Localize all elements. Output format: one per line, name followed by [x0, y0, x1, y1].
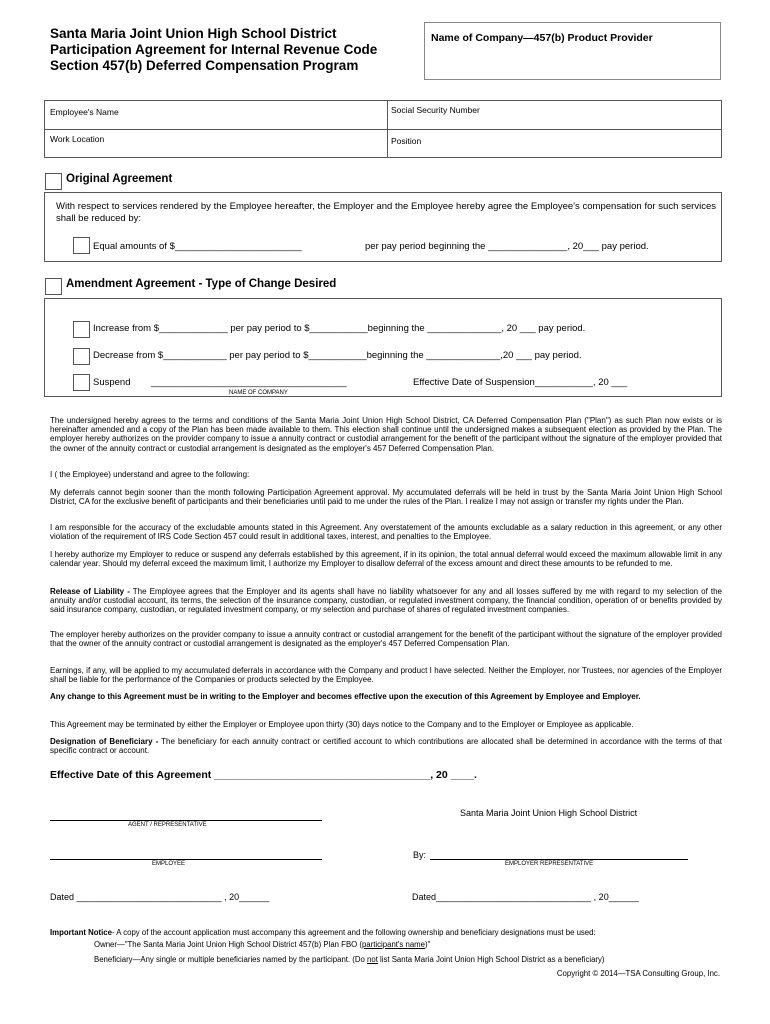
suspend-checkbox[interactable] — [73, 374, 90, 391]
work-location-field[interactable] — [50, 134, 104, 144]
form-title — [50, 26, 420, 74]
amendment-agreement-title: Amendment Agreement - Type of Change Desired — [66, 278, 337, 290]
terms-paragraph-2: I ( the Employee) understand and agree to the following: — [50, 470, 250, 479]
original-agreement-title: Original Agreement — [66, 173, 173, 185]
decrease-text: Decrease from $____________ per pay period to $___________beginning the ______________,20 ___ pay period. — [93, 350, 582, 361]
owner-prefix: Owner—"The Santa Maria Joint Union High School District 457(b) Plan FBO ( — [94, 940, 362, 949]
dated-right-field[interactable]: Dated_______________________________ , 20______ — [412, 892, 639, 902]
increase-checkbox[interactable] — [73, 321, 90, 338]
employee-caption: EMPLOYEE — [152, 861, 186, 867]
employer-rep-caption: EMPLOYER REPRESENTATIVE — [505, 861, 594, 867]
ben-not: not — [367, 955, 378, 964]
terms-paragraph-9: Any change to this Agreement must be in writing to the Employer and becomes effective upon the execution of this Agreement by Employee and Employer. — [50, 692, 641, 701]
important-notice-heading: Important Notice — [50, 928, 112, 937]
title-line-1: Santa Maria Joint Union High School District — [50, 26, 337, 41]
agent-caption: AGENT / REPRESENTATIVE — [128, 822, 207, 828]
important-notice-text: - A copy of the account application must accompany this agreement and the following ownership and beneficiary designations must be used: — [111, 928, 596, 937]
suspend-effective-date: Effective Date of Suspension___________, 20 ___ — [413, 377, 628, 388]
terms-paragraph-10: This Agreement may be terminated by either the Employer or Employee upon thirty (30) days notice to the Company and to the Employer or Employee as applicable. — [50, 720, 634, 729]
important-notice — [50, 928, 596, 937]
position-label: Position — [391, 136, 422, 146]
district-name: Santa Maria Joint Union High School District — [460, 808, 638, 818]
employee-name-field[interactable] — [50, 107, 119, 117]
company-name-field[interactable] — [424, 22, 721, 80]
ssn-field[interactable] — [391, 105, 480, 115]
beneficiary-designation-note — [94, 955, 605, 964]
decrease-checkbox[interactable] — [73, 348, 90, 365]
copyright: Copyright © 2014—TSA Consulting Group, Inc. — [556, 969, 720, 978]
terms-paragraph-5: I hereby authorize my Employer to reduce or suspend any deferrals established by this agreement, if in its opinion, the total annual deferral would exceed the maximum allowable limit in any calendar year. Should my deferral exceed the maximum limit, I authorize my Employer to disallow deferral of the excess amount and direct these amounts to be refunded to me. — [50, 550, 722, 569]
work-location-label: Work Location — [50, 134, 105, 144]
terms-paragraph-1: The undersigned hereby agrees to the terms and conditions of the Santa Maria Joint Union High School District, CA Deferred Compensation Plan ("Plan") as such Plan now exists or is hereinafter amended and a copy of the Plan has been made available to them. This election shall continue until the undersigned makes a subsequent election as provided by the Plan. The employer hereby authorizes on the provider company to issue a annuity contract or custodial arrangement for the benefit of the participant without the signature of the employer provided that the owner of the annuity contract or custodial arrangement is designated as the employer's 457 Deferred Compensation Plan. — [50, 416, 722, 453]
company-name-label: Name of Company—457(b) Product Provider — [431, 32, 653, 44]
terms-paragraph-8: Earnings, if any, will be applied to my accumulated deferrals in accordance with the Company and product I have selected. Neither the Employer, nor Trustees, nor agencies of the Employer shall be liable for the performance of the Companies or products selected by the Employee. — [50, 666, 722, 685]
original-agreement-checkbox[interactable] — [45, 173, 62, 190]
original-agreement-text: With respect to services rendered by the Employee hereafter, the Employer and the Employee hereby agree the Employee's compensation for such services shall be reduced by: — [56, 201, 716, 224]
position-field[interactable] — [391, 136, 421, 146]
amendment-agreement-checkbox[interactable] — [45, 278, 62, 295]
ben-prefix: Beneficiary—Any single or multiple beneficiaries named by the participant. (Do — [94, 955, 368, 964]
effective-date-field[interactable]: Effective Date of this Agreement _____________________________________, 20 ____. — [50, 769, 477, 781]
title-line-3: Section 457(b) Deferred Compensation Program — [50, 58, 359, 73]
owner-suffix: )" — [425, 940, 431, 949]
release-of-liability-heading: Release of Liability - — [50, 587, 130, 596]
ben-suffix: list Santa Maria Joint Union High School District as a beneficiary) — [377, 955, 605, 964]
increase-text: Increase from $_____________ per pay period to $___________beginning the ______________, 20 ___ pay period. — [93, 323, 586, 334]
original-agreement-box — [44, 192, 722, 262]
release-of-liability-text: The Employee agrees that the Employer and its agents shall have no liability whatsoever for any and all losses suffered by me with regard to my selection of the annuity and/or custodial account, its terms, the selection of the insurance company, custodian, or regulated investment company, the financial condition, operation of or benefits provided by said insurance company, custodian, or regulated investment company, or my selection and purchase of shares of regulated investment companies. — [50, 587, 722, 615]
terms-paragraph-3: My deferrals cannot begin sooner than the month following Participation Agreement approval. My accumulated deferrals will be held in trust by the Santa Maria Joint Union High School District, CA for the exclusive benefit of participants and their beneficiaries until paid to me under the rules of the Plan. I realize I may not assign or transfer my rights under the Plan. — [50, 488, 722, 507]
beneficiary-heading: Designation of Beneficiary - — [50, 737, 159, 746]
employee-signature-line[interactable] — [50, 859, 322, 860]
ssn-label: Social Security Number — [391, 105, 480, 115]
by-label: By: — [413, 850, 427, 860]
equal-amounts-period: per pay period beginning the _______________, 20___ pay period. — [365, 241, 649, 252]
title-line-2: Participation Agreement for Internal Revenue Code — [50, 42, 378, 57]
owner-participant-name: participant's name — [361, 940, 425, 949]
amendment-agreement-box — [44, 298, 722, 397]
employee-info-grid — [44, 100, 722, 158]
dated-left-field[interactable]: Dated _____________________________ , 20______ — [50, 892, 270, 902]
terms-paragraph-4: I am responsible for the accuracy of the excludable amounts stated in this Agreement. Any overstatement of the amounts excludable as a salary reduction in this agreement, or any other violation of the requirement of IRS Code Section 457 could result in additional taxes, interest, and penalties to the Employee. — [50, 523, 722, 542]
owner-designation — [94, 940, 430, 949]
employee-name-label: Employee's Name — [50, 107, 119, 117]
employer-rep-signature-line[interactable] — [430, 859, 688, 860]
beneficiary-designation — [50, 737, 722, 755]
equal-amounts-label: Equal amounts of $________________________ — [93, 241, 302, 252]
agent-signature-line[interactable] — [50, 820, 322, 821]
beneficiary-text: The beneficiary for each annuity contract or certified account to which contributions are allocated shall be determined in accordance with the terms of that specific contract or account. — [50, 737, 722, 756]
release-of-liability — [50, 587, 722, 615]
suspend-company-line: _____________________________________ — [151, 377, 347, 388]
name-of-company-caption: NAME OF COMPANY — [229, 390, 288, 396]
suspend-label: Suspend — [93, 377, 131, 388]
equal-amounts-checkbox[interactable] — [73, 237, 90, 254]
terms-paragraph-7: The employer hereby authorizes on the provider company to issue a annuity contract or custodial arrangement for the benefit of the participant without the signature of the employer provided that the owner of the annuity contract or custodial arrangement is designated as the employer's 457 Deferred Compensation Plan. — [50, 630, 722, 649]
